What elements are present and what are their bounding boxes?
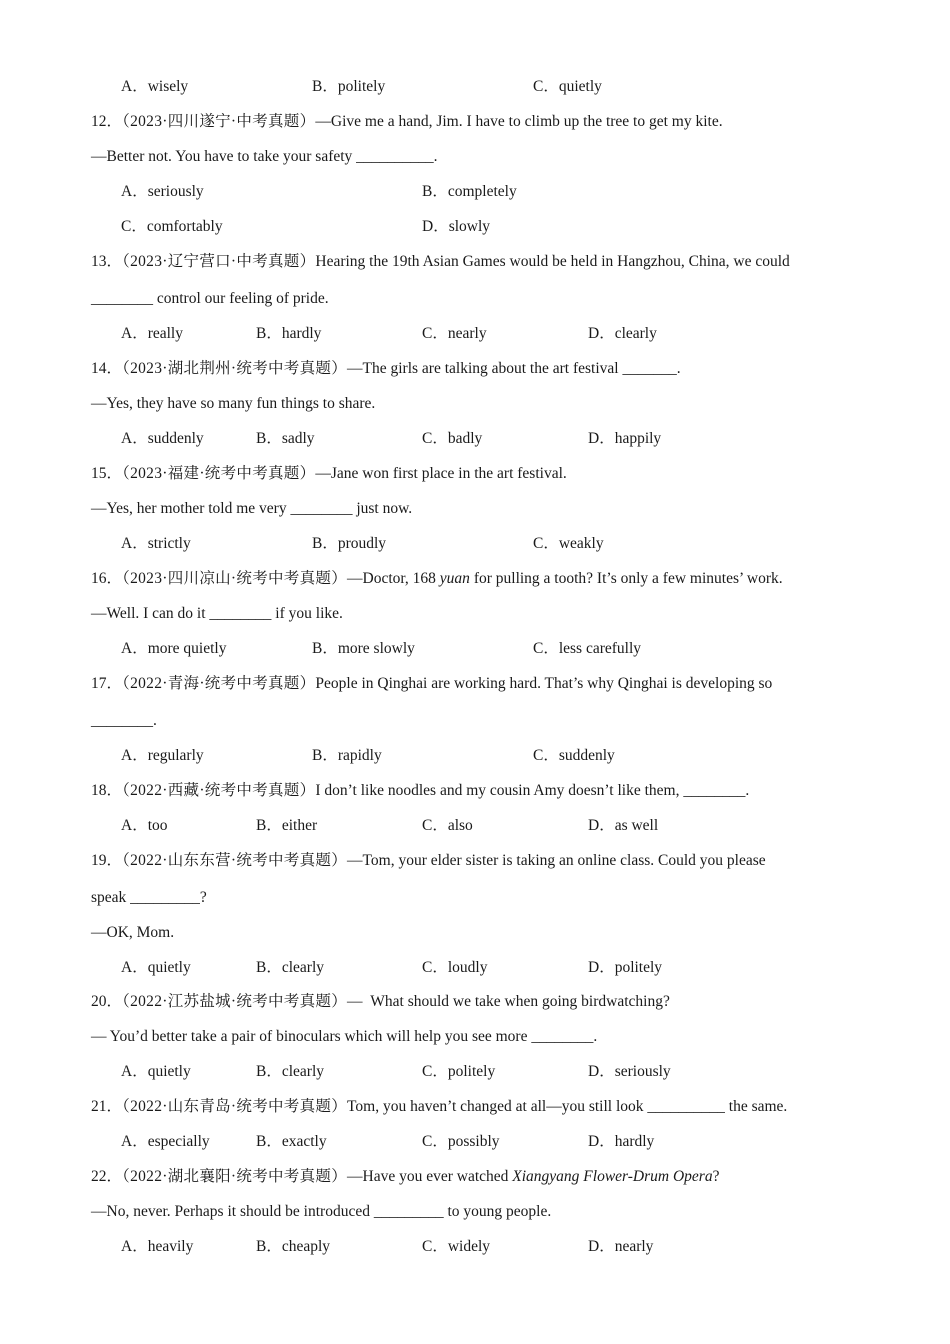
q18-source: （2022·西藏·统考中考真题） bbox=[122, 782, 316, 799]
q20-option-b[interactable]: B．clearly bbox=[256, 1063, 325, 1080]
q19-options bbox=[0, 958, 950, 978]
q17-text: People in Qinghai are working hard. That’s why Qinghai is developing so bbox=[315, 675, 773, 692]
q20-option-c[interactable]: C．politely bbox=[422, 1063, 496, 1080]
q16-text-italic: yuan bbox=[439, 570, 470, 587]
q16-text-b: for pulling a tooth? It’s only a few minutes’ work. bbox=[469, 570, 783, 587]
q21-option-b[interactable]: B．exactly bbox=[256, 1133, 327, 1150]
q11-option-c[interactable]: C．quietly bbox=[533, 78, 602, 95]
q12-options-row2 bbox=[0, 217, 950, 237]
q13-source: （2023·辽宁营口·中考真题） bbox=[122, 253, 316, 270]
q14-option-c[interactable]: C．badly bbox=[422, 430, 483, 447]
q13-number: 13． bbox=[91, 253, 123, 270]
q22-text-italic: Xiangyang Flower-Drum Opera bbox=[512, 1168, 713, 1185]
q15-text: —Jane won first place in the art festival. bbox=[315, 465, 567, 482]
q12-source: （2023·四川遂宁·中考真题） bbox=[122, 113, 316, 130]
q12-text: —Give me a hand, Jim. I have to climb up the tree to get my kite. bbox=[315, 113, 723, 130]
q18-options bbox=[0, 816, 950, 836]
q22-option-a[interactable]: A．heavily bbox=[121, 1238, 194, 1255]
q17-source: （2022·青海·统考中考真题） bbox=[122, 675, 316, 692]
q21-text: Tom, you haven’t changed at all—you still look __________ the same. bbox=[347, 1098, 788, 1115]
q15-line2: —Yes, her mother told me very ________ just now. bbox=[91, 500, 413, 517]
q12-option-a[interactable]: A．seriously bbox=[121, 183, 204, 200]
q15-number: 15． bbox=[91, 465, 123, 482]
q18-option-c[interactable]: C．also bbox=[422, 817, 473, 834]
q20-number: 20． bbox=[91, 993, 123, 1010]
q21-option-d[interactable]: D．hardly bbox=[588, 1133, 655, 1150]
q21-source: （2022·山东青岛·统考中考真题） bbox=[122, 1098, 347, 1115]
q15-stem bbox=[91, 464, 567, 484]
q22-stem bbox=[91, 1167, 719, 1187]
q14-text: —The girls are talking about the art festival _______. bbox=[347, 360, 681, 377]
q16-line2: —Well. I can do it ________ if you like. bbox=[91, 605, 343, 622]
q19-option-c[interactable]: C．loudly bbox=[422, 959, 488, 976]
q22-option-c[interactable]: C．widely bbox=[422, 1238, 491, 1255]
q12-options-row1 bbox=[0, 182, 950, 202]
q20-options bbox=[0, 1062, 950, 1082]
q14-option-d[interactable]: D．happily bbox=[588, 430, 662, 447]
q17-option-b[interactable]: B．rapidly bbox=[312, 747, 382, 764]
q13-line2: ________ control our feeling of pride. bbox=[91, 290, 329, 307]
q21-options bbox=[0, 1132, 950, 1152]
q22-source: （2022·湖北襄阳·统考中考真题） bbox=[122, 1168, 347, 1185]
q17-number: 17． bbox=[91, 675, 123, 692]
q20-line2: — You’d better take a pair of binoculars which will help you see more ________. bbox=[91, 1028, 598, 1045]
q17-option-a[interactable]: A．regularly bbox=[121, 747, 204, 764]
q11-options bbox=[0, 77, 950, 97]
q15-option-c[interactable]: C．weakly bbox=[533, 535, 604, 552]
q14-stem bbox=[91, 359, 681, 379]
q16-stem bbox=[91, 569, 783, 589]
q11-option-b[interactable]: B．politely bbox=[312, 78, 386, 95]
q22-number: 22． bbox=[91, 1168, 123, 1185]
q21-option-c[interactable]: C．possibly bbox=[422, 1133, 500, 1150]
q14-number: 14． bbox=[91, 360, 123, 377]
q22-text-b: ? bbox=[712, 1168, 720, 1185]
q16-text-a: —Doctor, 168 bbox=[347, 570, 440, 587]
q15-source: （2023·福建·统考中考真题） bbox=[122, 465, 316, 482]
q18-option-a[interactable]: A．too bbox=[121, 817, 168, 834]
q16-option-b[interactable]: B．more slowly bbox=[312, 640, 415, 657]
q22-text-a: —Have you ever watched bbox=[347, 1168, 513, 1185]
q18-number: 18． bbox=[91, 782, 123, 799]
q12-number: 12． bbox=[91, 113, 123, 130]
q16-options bbox=[0, 639, 950, 659]
q22-option-d[interactable]: D．nearly bbox=[588, 1238, 654, 1255]
q13-stem bbox=[91, 252, 790, 272]
q19-line3: —OK, Mom. bbox=[91, 924, 175, 941]
q21-number: 21． bbox=[91, 1098, 123, 1115]
q19-option-b[interactable]: B．clearly bbox=[256, 959, 325, 976]
q19-option-d[interactable]: D．politely bbox=[588, 959, 663, 976]
q13-option-a[interactable]: A．really bbox=[121, 325, 183, 342]
q13-options bbox=[0, 324, 950, 344]
q21-option-a[interactable]: A．especially bbox=[121, 1133, 210, 1150]
q11-option-a[interactable]: A．wisely bbox=[121, 78, 189, 95]
q12-option-b[interactable]: B．completely bbox=[422, 183, 517, 200]
q14-line2: —Yes, they have so many fun things to share. bbox=[91, 395, 376, 412]
q17-stem bbox=[91, 674, 772, 694]
q16-option-a[interactable]: A．more quietly bbox=[121, 640, 227, 657]
q20-option-d[interactable]: D．seriously bbox=[588, 1063, 671, 1080]
q14-options bbox=[0, 429, 950, 449]
q17-options bbox=[0, 746, 950, 766]
q22-options bbox=[0, 1237, 950, 1257]
q19-number: 19． bbox=[91, 852, 123, 869]
q16-source: （2023·四川凉山·统考中考真题） bbox=[122, 570, 347, 587]
q14-source: （2023·湖北荆州·统考中考真题） bbox=[122, 360, 347, 377]
q13-option-b[interactable]: B．hardly bbox=[256, 325, 322, 342]
q14-option-a[interactable]: A．suddenly bbox=[121, 430, 204, 447]
q19-line2: speak _________? bbox=[91, 889, 207, 906]
q18-text: I don’t like noodles and my cousin Amy doesn’t like them, ________. bbox=[315, 782, 750, 799]
q19-source: （2022·山东东营·统考中考真题） bbox=[122, 852, 347, 869]
q18-option-d[interactable]: D．as well bbox=[588, 817, 659, 834]
q18-option-b[interactable]: B．either bbox=[256, 817, 318, 834]
q13-option-c[interactable]: C．nearly bbox=[422, 325, 487, 342]
q15-option-b[interactable]: B．proudly bbox=[312, 535, 387, 552]
q14-option-b[interactable]: B．sadly bbox=[256, 430, 315, 447]
q12-line2: —Better not. You have to take your safety __________. bbox=[91, 148, 438, 165]
q13-option-d[interactable]: D．clearly bbox=[588, 325, 657, 342]
q13-text: Hearing the 19th Asian Games would be held in Hangzhou, China, we could bbox=[315, 253, 790, 270]
q18-stem bbox=[91, 781, 749, 801]
q20-text: — What should we take when going birdwatching? bbox=[347, 993, 670, 1010]
q22-line2: —No, never. Perhaps it should be introduced _________ to young people. bbox=[91, 1203, 552, 1220]
q12-stem bbox=[91, 112, 723, 132]
q17-line2: ________. bbox=[91, 712, 157, 729]
q17-option-c[interactable]: C．suddenly bbox=[533, 747, 615, 764]
q12-option-d[interactable]: D．slowly bbox=[422, 218, 491, 235]
q19-stem bbox=[91, 851, 766, 871]
q15-options bbox=[0, 534, 950, 554]
q19-option-a[interactable]: A．quietly bbox=[121, 959, 191, 976]
q22-option-b[interactable]: B．cheaply bbox=[256, 1238, 331, 1255]
q20-source: （2022·江苏盐城·统考中考真题） bbox=[122, 993, 347, 1010]
q21-stem bbox=[91, 1097, 787, 1117]
q15-option-a[interactable]: A．strictly bbox=[121, 535, 191, 552]
q20-option-a[interactable]: A．quietly bbox=[121, 1063, 191, 1080]
q20-stem bbox=[91, 992, 670, 1012]
q16-option-c[interactable]: C．less carefully bbox=[533, 640, 642, 657]
q12-option-c[interactable]: C．comfortably bbox=[121, 218, 223, 235]
q16-number: 16． bbox=[91, 570, 123, 587]
q19-text: —Tom, your elder sister is taking an online class. Could you please bbox=[347, 852, 766, 869]
